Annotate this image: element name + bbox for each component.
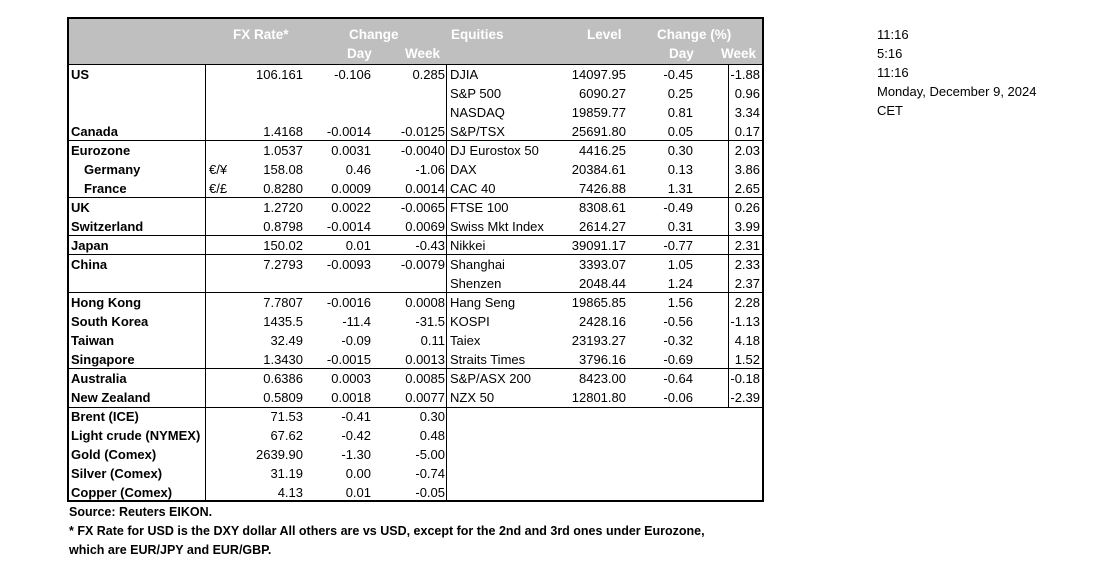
fx-day-change [305, 84, 371, 103]
equity-index-name: S&P/ASX 200 [450, 371, 531, 386]
row-label: Singapore [71, 352, 135, 367]
timezone-label: CET [877, 103, 903, 118]
group-divider [69, 407, 762, 408]
table-header [69, 19, 762, 64]
equity-level: 2614.27 [579, 219, 626, 234]
row-label: Hong Kong [71, 295, 142, 310]
table-row [69, 122, 762, 141]
equity-level [549, 464, 626, 483]
equity-index-name: S&P 500 [450, 86, 502, 101]
equity-level: 4416.25 [579, 143, 626, 158]
fx-day-change: -0.0016 [326, 295, 371, 310]
equity-day-change: 0.81 [667, 105, 693, 120]
equity-week-change: -1.13 [730, 314, 760, 329]
equity-week-change: 2.31 [734, 238, 760, 253]
fx-day-change [305, 274, 371, 293]
equity-day-change: -0.49 [663, 200, 693, 215]
table-row [69, 407, 762, 426]
row-label: Brent (ICE) [71, 409, 139, 424]
fx-day-change: 0.01 [345, 485, 371, 500]
fx-footnote-line-2: which are EUR/JPY and EUR/GBP. [69, 543, 272, 557]
equity-index-name: Shanghai [450, 257, 505, 272]
row-label: Switzerland [71, 219, 144, 234]
fx-rate-value: 1.4168 [263, 124, 303, 139]
table-row [69, 293, 762, 312]
fx-week-change: 0.0085 [405, 371, 445, 386]
fx-day-change: -0.09 [341, 333, 371, 348]
equity-day-change: 1.24 [667, 276, 693, 291]
fx-week-change: 0.0013 [405, 352, 445, 367]
fx-week-change [373, 103, 445, 122]
source-note: Source: Reuters EIKON. [69, 505, 213, 519]
equity-day-change: -0.69 [663, 352, 693, 367]
row-label: Taiwan [71, 333, 115, 348]
fx-week-change: -0.0125 [400, 124, 445, 139]
fx-day-change: 0.46 [345, 162, 371, 177]
equity-week-change: 2.33 [734, 257, 760, 272]
equity-level: 23193.27 [571, 333, 626, 348]
equity-week-change [695, 407, 760, 426]
fx-day-change [305, 103, 371, 122]
fx-week-change: 0.0077 [405, 390, 445, 405]
fx-day-change: -11.4 [342, 314, 371, 329]
fx-rate-value: 32.49 [270, 333, 303, 348]
table-row [69, 255, 762, 274]
equity-index-name: NASDAQ [450, 105, 505, 120]
equity-day-change [629, 445, 693, 464]
change-pct-header: Change (%) [657, 27, 732, 42]
equity-level: 6090.27 [579, 86, 626, 101]
fx-rate-value [209, 274, 303, 293]
equity-level: 3796.16 [579, 352, 626, 367]
currency-pair-symbol: €/£ [209, 181, 228, 196]
equity-day-change: -0.45 [663, 67, 693, 82]
equity-week-change: 0.17 [734, 124, 760, 139]
equity-index-name: Swiss Mkt Index [450, 219, 544, 234]
currency-pair-symbol: €/¥ [209, 162, 228, 177]
fx-week-header: Week [405, 46, 441, 61]
equity-week-change: -0.18 [730, 371, 760, 386]
fx-rate-value: 31.19 [270, 466, 303, 481]
table-row [69, 464, 762, 483]
fx-week-change: 0.0008 [405, 295, 445, 310]
fx-week-change: -1.06 [415, 162, 445, 177]
equity-week-change: 2.03 [734, 143, 760, 158]
fx-week-change: -0.0065 [400, 200, 445, 215]
fx-day-change: -0.0014 [326, 219, 371, 234]
table-row [69, 350, 762, 369]
row-label: New Zealand [71, 390, 151, 405]
fx-day-change: -0.42 [341, 428, 371, 443]
column-divider [446, 64, 447, 502]
equity-day-change: -0.32 [663, 333, 693, 348]
fx-week-change: -0.74 [415, 466, 445, 481]
column-divider [205, 64, 206, 502]
table-row [69, 388, 762, 407]
equity-level: 8308.61 [579, 200, 626, 215]
fx-footnote-line-1: * FX Rate for USD is the DXY dollar All others are vs USD, except for the 2nd and 3rd ones under Eurozone, [69, 524, 705, 538]
fx-day-change: -0.106 [334, 67, 371, 82]
equity-week-change: -1.88 [730, 67, 760, 82]
row-label: UK [71, 200, 90, 215]
fx-rate-value: 7.2793 [263, 257, 303, 272]
equity-day-change: 0.25 [667, 86, 693, 101]
fx-rate-value: 0.8280 [263, 181, 303, 196]
equity-week-change [695, 426, 760, 445]
fx-day-change: -0.41 [341, 409, 371, 424]
equity-index-name: CAC 40 [450, 181, 496, 196]
group-divider [69, 235, 762, 236]
equity-day-change [629, 483, 693, 502]
table-row [69, 217, 762, 236]
equity-week-change: -2.39 [730, 390, 760, 405]
equity-index-name: Nikkei [450, 238, 486, 253]
equity-index-name: Taiex [450, 333, 481, 348]
fx-day-change: -0.0093 [326, 257, 371, 272]
fx-rate-value: 1.3430 [263, 352, 303, 367]
fx-day-change: 0.0009 [331, 181, 371, 196]
equity-level: 12801.80 [571, 390, 626, 405]
fx-rate-value: 67.62 [270, 428, 303, 443]
equity-level: 7426.88 [579, 181, 626, 196]
equity-week-change [695, 464, 760, 483]
fx-week-change: -5.00 [415, 447, 445, 462]
equity-level: 19865.85 [571, 295, 626, 310]
row-label: France [84, 181, 127, 196]
level-header: Level [587, 27, 622, 42]
table-row [69, 84, 762, 103]
row-label: China [71, 257, 108, 272]
fx-day-change: -0.0014 [326, 124, 371, 139]
equity-day-change: -0.56 [663, 314, 693, 329]
fx-rate-value: 7.7807 [263, 295, 303, 310]
equity-index-name: Straits Times [450, 352, 526, 367]
fx-week-change [373, 274, 445, 293]
equity-level [549, 483, 626, 502]
fx-rate-value [209, 103, 303, 122]
equity-day-change [629, 464, 693, 483]
fx-day-change: 0.0031 [331, 143, 371, 158]
equity-level [549, 445, 626, 464]
fx-rate-value: 158.08 [263, 162, 303, 177]
group-divider [69, 140, 762, 141]
fx-day-change: 0.00 [345, 466, 371, 481]
equity-week-change: 0.26 [734, 200, 760, 215]
table-row [69, 331, 762, 350]
equity-index-name: Hang Seng [450, 295, 516, 310]
fx-rate-value: 1.2720 [263, 200, 303, 215]
table-row [69, 312, 762, 331]
row-label: Australia [71, 371, 127, 386]
fx-day-change: 0.0022 [331, 200, 371, 215]
equity-week-change: 4.18 [734, 333, 760, 348]
row-label: Germany [84, 162, 141, 177]
equity-day-change [629, 407, 693, 426]
row-label: Japan [71, 238, 109, 253]
fx-week-change: -0.05 [415, 485, 445, 500]
fx-rate-value: 1435.5 [263, 314, 303, 329]
fx-rate-value: 1.0537 [263, 143, 303, 158]
group-divider [69, 292, 762, 293]
equity-level [549, 407, 626, 426]
fx-week-change: 0.48 [419, 428, 445, 443]
table-row [69, 160, 762, 179]
table-row [69, 179, 762, 198]
fx-rate-value: 106.161 [256, 67, 303, 82]
fx-week-change: 0.0014 [405, 181, 445, 196]
table-row [69, 274, 762, 293]
equity-index-name: NZX 50 [450, 390, 495, 405]
fx-week-change [373, 84, 445, 103]
fx-rate-value: 0.8798 [263, 219, 303, 234]
equity-week-change: 2.65 [734, 181, 760, 196]
fx-rate-value: 71.53 [270, 409, 303, 424]
equity-index-name: Shenzen [450, 276, 502, 291]
equity-day-change [629, 426, 693, 445]
equity-day-change: -0.64 [663, 371, 693, 386]
fx-day-header: Day [347, 46, 372, 61]
time-2: 5:16 [877, 46, 903, 61]
equity-index-name: S&P/TSX [450, 124, 505, 139]
fx-week-change: 0.285 [412, 67, 445, 82]
row-label: US [71, 67, 90, 82]
equity-level: 25691.80 [571, 124, 626, 139]
table-row [69, 236, 762, 255]
equity-day-change: 1.31 [667, 181, 693, 196]
equity-day-change: 0.05 [667, 124, 693, 139]
time-3: 11:16 [877, 65, 909, 80]
equity-week-change: 2.28 [734, 295, 760, 310]
market-data-table [67, 17, 764, 502]
equity-week-change: 0.96 [734, 86, 760, 101]
group-divider [69, 197, 762, 198]
table-row [69, 369, 762, 388]
table-row [69, 483, 762, 502]
fx-week-change: 0.0069 [405, 219, 445, 234]
equity-day-change: -0.77 [663, 238, 693, 253]
fx-rate-header: FX Rate* [233, 27, 289, 42]
change-header: Change [349, 27, 399, 42]
equity-week-change: 1.52 [734, 352, 760, 367]
equity-level: 2048.44 [579, 276, 626, 291]
equity-index-name: DJIA [450, 67, 479, 82]
table-row [69, 65, 762, 84]
table-row [69, 141, 762, 160]
equity-day-change: 0.13 [667, 162, 693, 177]
equity-level: 8423.00 [579, 371, 626, 386]
equity-level: 2428.16 [579, 314, 626, 329]
fx-week-change: 0.30 [419, 409, 445, 424]
row-label: Light crude (NYMEX) [71, 428, 201, 443]
equity-day-change: 0.30 [667, 143, 693, 158]
equity-level: 39091.17 [571, 238, 626, 253]
date-label: Monday, December 9, 2024 [877, 84, 1037, 99]
row-label: Canada [71, 124, 118, 139]
equity-index-name: DJ Eurostox 50 [450, 143, 539, 158]
equity-level: 19859.77 [571, 105, 626, 120]
table-row [69, 198, 762, 217]
equity-day-change: 1.56 [667, 295, 693, 310]
group-divider [69, 368, 762, 369]
row-label: South Korea [71, 314, 149, 329]
fx-rate-value: 150.02 [263, 238, 303, 253]
group-divider [69, 64, 762, 65]
equity-day-change: 0.31 [667, 219, 693, 234]
equity-week-change: 3.34 [734, 105, 760, 120]
fx-week-change: -0.43 [415, 238, 445, 253]
row-label: Silver (Comex) [71, 466, 163, 481]
fx-week-change: -31.5 [415, 314, 445, 329]
equity-level: 20384.61 [571, 162, 626, 177]
row-label: Copper (Comex) [71, 485, 173, 500]
equity-index-name: DAX [450, 162, 477, 177]
fx-day-change: -0.0015 [326, 352, 371, 367]
fx-week-change: -0.0040 [400, 143, 445, 158]
fx-rate-value [209, 84, 303, 103]
equity-level [549, 426, 626, 445]
fx-day-change: 0.0018 [331, 390, 371, 405]
eq-day-header: Day [669, 46, 694, 61]
equity-week-change: 3.99 [734, 219, 760, 234]
table-row [69, 103, 762, 122]
fx-rate-value: 2639.90 [256, 447, 303, 462]
time-1: 11:16 [877, 27, 909, 42]
fx-day-change: 0.0003 [331, 371, 371, 386]
fx-rate-value: 4.13 [277, 485, 303, 500]
fx-day-change: 0.01 [345, 238, 371, 253]
row-label: Gold (Comex) [71, 447, 157, 462]
table-row [69, 445, 762, 464]
fx-week-change: -0.0079 [400, 257, 445, 272]
equity-index-name: KOSPI [450, 314, 490, 329]
equity-day-change: 1.05 [667, 257, 693, 272]
table-row [69, 426, 762, 445]
equity-week-change: 3.86 [734, 162, 760, 177]
equity-level: 14097.95 [571, 67, 626, 82]
fx-rate-value: 0.5809 [263, 390, 303, 405]
equity-week-change [695, 445, 760, 464]
fx-rate-value: 0.6386 [263, 371, 303, 386]
fx-day-change: -1.30 [341, 447, 371, 462]
group-divider [69, 254, 762, 255]
equity-week-change [695, 483, 760, 502]
row-label: Eurozone [71, 143, 131, 158]
equity-index-name: FTSE 100 [450, 200, 509, 215]
fx-week-change: 0.11 [420, 333, 445, 348]
equities-header: Equities [451, 27, 504, 42]
equity-day-change: -0.06 [663, 390, 693, 405]
eq-week-header: Week [721, 46, 757, 61]
equity-week-change: 2.37 [734, 276, 760, 291]
equity-level: 3393.07 [579, 257, 626, 272]
